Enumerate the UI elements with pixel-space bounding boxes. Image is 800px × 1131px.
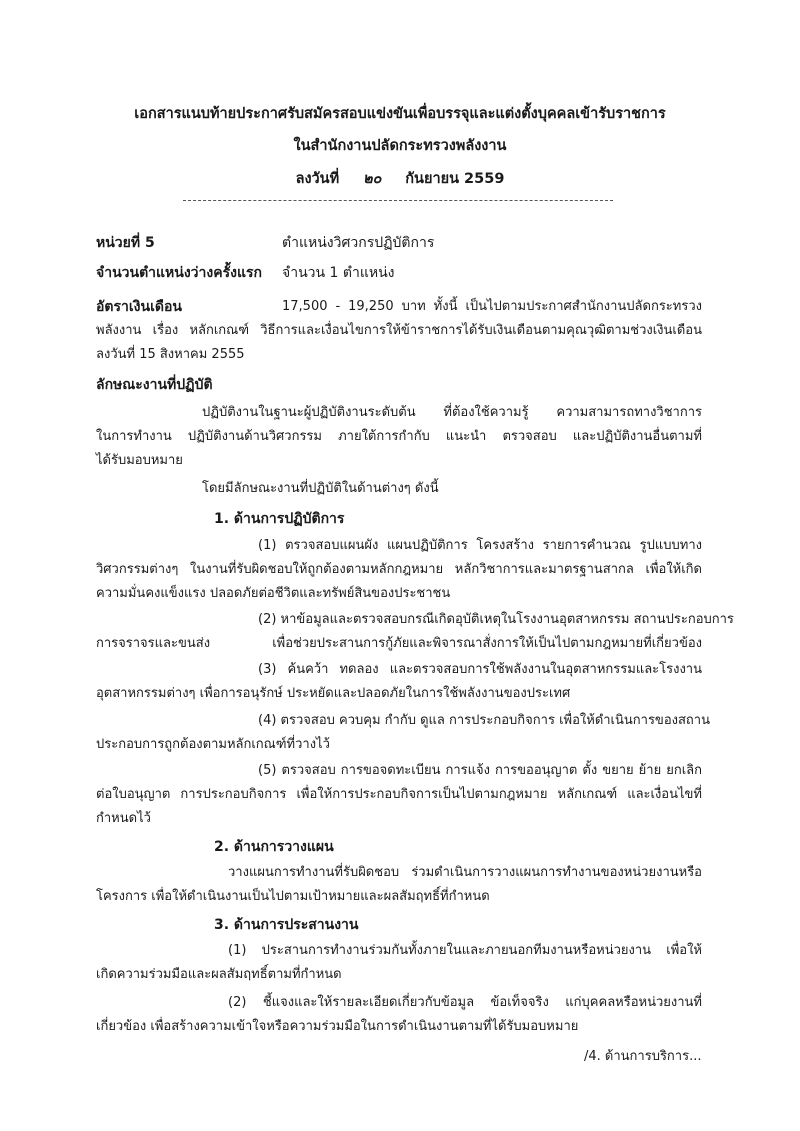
- s1-item4-line2: ประกอบการถูกต้องตามหลักเกณฑ์ที่วางไว้: [96, 737, 330, 752]
- date-prefix: ลงวันที่: [295, 171, 340, 187]
- s2-line2: โครงการ เพื่อให้ดำเนินงานเป็นไปตามเป้าหมายและผลสัมฤทธิ์ที่กำหนด: [96, 889, 490, 904]
- vacancy-label: จำนวนตำแหน่งว่างครั้งแรก: [96, 265, 262, 281]
- duties-intro-line2: ในการทำงาน ปฏิบัติงานด้านวิศวกรรม ภายใต้การกำกับ แนะนำ ตรวจสอบ และปฏิบัติงานอื่นตามที่: [96, 429, 702, 444]
- section2-title: 2. ด้านการวางแผน: [214, 839, 334, 855]
- duties-intro-line3: ได้รับมอบหมาย: [96, 453, 183, 468]
- header-date: [0, 168, 800, 190]
- s1-item3-line1: (3) ค้นคว้า ทดลอง และตรวจสอบการใช้พลังงานในอุตสาหกรรมและโรงงาน: [258, 662, 702, 677]
- s3-item1-line2: เกิดความร่วมมือและผลสัมฤทธิ์ตามที่กำหนด: [96, 967, 342, 982]
- duties-intro-line1: ปฏิบัติงานในฐานะผู้ปฏิบัติงานระดับต้น ที่ต้องใช้ความรู้ ความสามารถทางวิชาการ: [202, 405, 702, 420]
- s1-item2-line2: การจราจรและขนส่ง เพื่อช่วยประสานการกู้ภัยและพิจารณาสั่งการให้เป็นไปตามกฎหมายที่เกี่ยวข้อง: [96, 636, 702, 651]
- unit-value: ตำแหน่งวิศวกรปฏิบัติการ: [282, 235, 435, 251]
- s1-item3-line2: อุตสาหกรรมต่างๆ เพื่อการอนุรักษ์ ประหยัดและปลอดภัยในการใช้พลังงานของประเทศ: [96, 686, 571, 701]
- salary-line3: ลงวันที่ 15 สิงหาคม 2555: [96, 347, 245, 362]
- s1-item1-line2: วิศวกรรมต่างๆ ในงานที่รับผิดชอบให้ถูกต้องตามหลักกฎหมาย หลักวิชาการและมาตรฐานสากล เพื่อให้เกิด: [96, 562, 702, 577]
- unit-label: หน่วยที่ 5: [96, 235, 155, 251]
- s3-item2-line2: เกี่ยวข้อง เพื่อสร้างความเข้าใจหรือความร่วมมือในการดำเนินงานตามที่ได้รับมอบหมาย: [96, 1019, 579, 1034]
- header-divider: [183, 200, 613, 201]
- section3-title: 3. ด้านการประสานงาน: [214, 917, 359, 933]
- date-day: ๒๐: [362, 171, 382, 187]
- vacancy-value: จำนวน 1 ตำแหน่ง: [282, 265, 395, 281]
- date-month-year: กันยายน 2559: [405, 171, 505, 187]
- s3-item1-line1: (1) ประสานการทำงานร่วมกันทั้งภายในและภายนอกทีมงานหรือหน่วยงาน เพื่อให้: [228, 943, 702, 958]
- duties-subintro: โดยมีลักษณะงานที่ปฏิบัติในด้านต่างๆ ดังนี้: [202, 481, 439, 496]
- s2-line1: วางแผนการทำงานที่รับผิดชอบ ร่วมดำเนินการวางแผนการทำงานของหน่วยงานหรือ: [228, 865, 702, 880]
- salary-line2: พลังงาน เรื่อง หลักเกณฑ์ วิธีการและเงื่อนไขการให้ข้าราชการได้รับเงินเดือนตามคุณวุฒิตามช่วงเงินเดือน: [96, 323, 702, 338]
- header-title-line2: ในสำนักงานปลัดกระทรวงพลังงาน: [293, 138, 507, 154]
- salary-line1: 17,500 - 19,250 บาท ทั้งนี้ เป็นไปตามประกาศสำนักงานปลัดกระทรวง: [282, 299, 702, 314]
- continuation-note: /4. ด้านการบริการ...: [584, 1049, 702, 1064]
- s1-item4-line1: (4) ตรวจสอบ ควบคุม กำกับ ดูแล การประกอบกิจการ เพื่อให้ดำเนินการของสถาน: [258, 713, 710, 728]
- s1-item5-line3: กำหนดไว้: [96, 811, 151, 826]
- s1-item2-line1: (2) หาข้อมูลและตรวจสอบกรณีเกิดอุบัติเหตุในโรงงานอุตสาหกรรม สถานประกอบการ: [258, 612, 734, 627]
- duties-heading: ลักษณะงานที่ปฏิบัติ: [96, 377, 213, 393]
- s3-item2-line1: (2) ชี้แจงและให้รายละเอียดเกี่ยวกับข้อมูล ข้อเท็จจริง แก่บุคคลหรือหน่วยงานที่: [228, 995, 702, 1010]
- section1-title: 1. ด้านการปฏิบัติการ: [214, 511, 345, 527]
- s1-item5-line2: ต่อใบอนุญาต การประกอบกิจการ เพื่อให้การประกอบกิจการเป็นไปตามกฎหมาย หลักเกณฑ์ และเงื่อนไขที่: [96, 787, 702, 802]
- salary-label: อัตราเงินเดือน: [96, 299, 182, 315]
- s1-item1-line3: ความมั่นคงแข็งแรง ปลอดภัยต่อชีวิตและทรัพย์สินของประชาชน: [96, 586, 451, 601]
- s1-item5-line1: (5) ตรวจสอบ การขอจดทะเบียน การแจ้ง การขออนุญาต ตั้ง ขยาย ย้าย ยกเลิก: [258, 763, 702, 778]
- header-title-line1: เอกสารแนบท้ายประกาศรับสมัครสอบแข่งขันเพื่อบรรจุและแต่งตั้งบุคคลเข้ารับราชการ: [134, 106, 666, 122]
- s1-item1-line1: (1) ตรวจสอบแผนผัง แผนปฏิบัติการ โครงสร้าง รายการคำนวณ รูปแบบทาง: [258, 538, 702, 553]
